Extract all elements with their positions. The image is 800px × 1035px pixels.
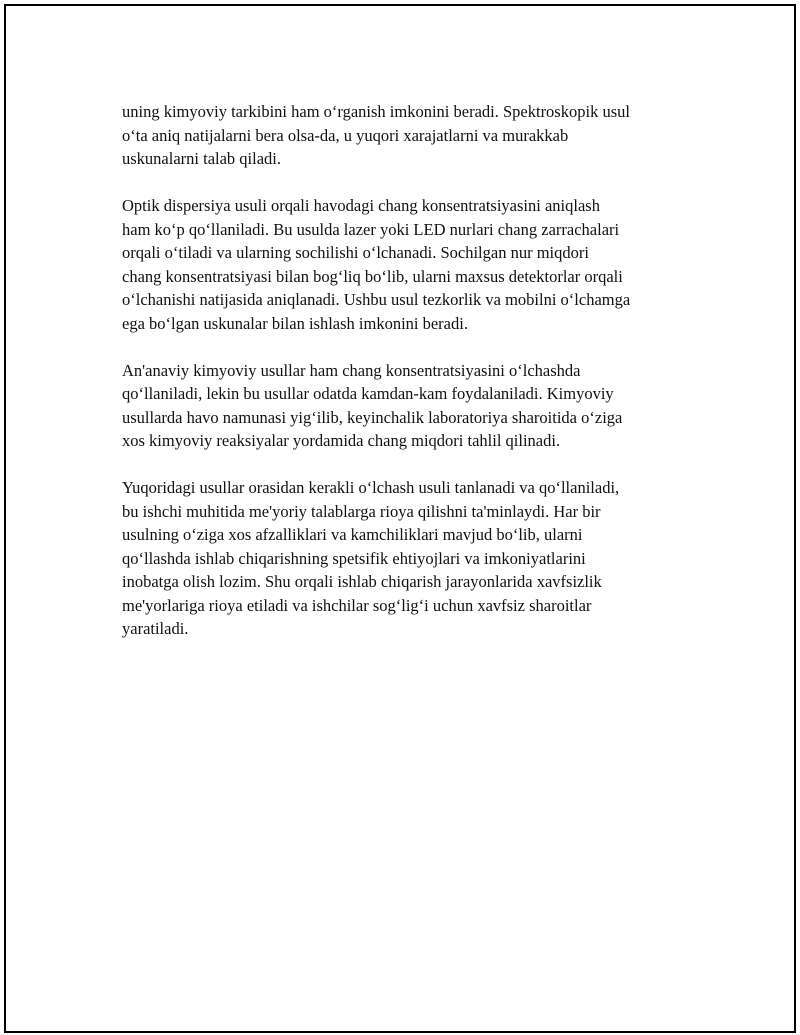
paragraph-spectroscopy: uning kimyoviy tarkibini ham o‘rganish imkonini beradi. Spektroskopik usul o‘ta aniq natijalarni bera olsa-da, u yuqori xarajatlarni va murakkab uskunalarni talab qiladi. xyxy=(122,102,630,168)
paragraph-optical-dispersion: Optik dispersiya usuli orqali havodagi chang konsentratsiyasini aniqlash ham ko‘p qo‘llaniladi. Bu usulda lazer yoki LED nurlari chang zarrachalari orqali o‘tiladi va ularning sochilishi o‘lchanadi. Sochilgan nur miqdori chang konsentratsiyasi bilan bog‘liq bo‘lib, ularni maxsus detektorlar orqali o‘lchanishi natijasida aniqlanadi. Ushbu usul tezkorlik va mobilni o‘lchamga ega bo‘lgan uskunalar bilan ishlash imkonini beradi. xyxy=(122,196,631,333)
paragraph-chemical-methods: An'anaviy kimyoviy usullar ham chang konsentratsiyasini o‘lchashda qo‘llaniladi, lekin bu usullar odatda kamdan-kam foydalaniladi. Kimyoviy usullarda havo namunasi yig‘ilib, keyinchalik laboratoriya sharoitida o‘ziga xos kimyoviy reaksiyalar yordamida chang miqdori tahlil qilinadi. xyxy=(122,360,623,450)
paragraph-conclusion: Yuqoridagi usullar orasidan kerakli o‘lchash usuli tanlanadi va qo‘llaniladi, bu ishchi muhitida me'yoriy talablarga rioya qilishni ta'minlaydi. Har bir usulning o‘ziga xos afzalliklari va kamchiliklari mavjud bo‘lib, ularni qo‘llashda ishlab chiqarishning spetsifik ehtiyojlari va imkoniyatlarini inobatga olish lozim. Shu orqali ishlab chiqarish jarayonlarida xavfsizlik me'yorlariga rioya etiladi va ishchilar sog‘lig‘i uchun xavfsiz sharoitlar yaratiladi. xyxy=(122,478,620,638)
page-border xyxy=(4,4,796,1033)
document-body xyxy=(122,100,712,664)
